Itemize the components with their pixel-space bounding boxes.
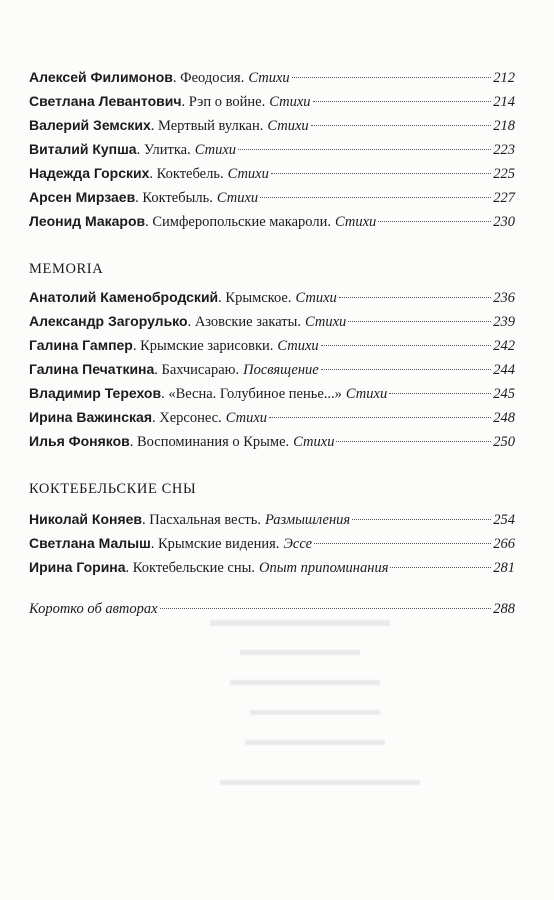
toc-genre: Стихи bbox=[225, 410, 268, 426]
toc-entry bbox=[29, 510, 515, 529]
toc-entry bbox=[29, 534, 515, 553]
dot-leader bbox=[390, 567, 491, 568]
toc-genre: Стихи bbox=[295, 290, 337, 306]
toc-entry bbox=[29, 68, 515, 87]
toc-title: . Улитка. bbox=[136, 142, 191, 158]
dot-leader bbox=[269, 417, 491, 418]
toc-title: . Рэп о войне. bbox=[181, 94, 266, 110]
toc-page-number: 242 bbox=[493, 338, 515, 354]
toc-genre: Стихи bbox=[216, 190, 259, 206]
toc-title: . Коктебельские сны. bbox=[125, 560, 255, 576]
toc-title: . Коктебыль. bbox=[135, 190, 213, 206]
toc-page-number: 248 bbox=[493, 410, 515, 426]
toc-entry bbox=[29, 116, 515, 135]
toc-title: . Херсонес. bbox=[152, 410, 222, 426]
toc-title: . Бахчисараю. bbox=[154, 362, 240, 378]
dot-leader bbox=[321, 345, 492, 346]
toc-about-label: Коротко об авторах bbox=[29, 601, 158, 617]
dot-leader bbox=[292, 77, 492, 78]
toc-title: . Воспоминания о Крыме. bbox=[129, 434, 290, 450]
toc-entry bbox=[29, 92, 515, 111]
dot-leader bbox=[321, 369, 492, 370]
toc-genre: Стихи bbox=[345, 386, 388, 402]
dot-leader bbox=[336, 441, 491, 442]
dot-leader bbox=[352, 519, 491, 520]
toc-entry bbox=[29, 432, 515, 451]
toc-title: . Пасхальная весть. bbox=[142, 512, 261, 528]
toc-author: Виталий Купша bbox=[29, 141, 137, 157]
toc-author: Владимир Терехов bbox=[29, 385, 162, 401]
toc-entry bbox=[29, 288, 515, 307]
toc-author: Анатолий Каменобродский bbox=[29, 289, 219, 305]
toc-entry bbox=[29, 384, 515, 403]
toc-page-number: 212 bbox=[493, 70, 515, 86]
dot-leader bbox=[348, 321, 491, 322]
toc-title: . Коктебель. bbox=[149, 166, 224, 182]
toc-page-number: 227 bbox=[493, 190, 515, 206]
toc-entry bbox=[29, 336, 515, 355]
toc-entry bbox=[29, 558, 515, 577]
toc-author: Ирина Горина bbox=[29, 559, 126, 575]
toc-author: Александр Загорулько bbox=[29, 313, 188, 329]
section-heading-koktebel-dreams: КОКТЕБЕЛЬСКИЕ СНЫ bbox=[29, 481, 197, 497]
toc-title: . Мертвый вулкан. bbox=[150, 118, 264, 134]
toc-title: . Феодосия. bbox=[172, 70, 245, 86]
toc-page-number: 266 bbox=[493, 536, 515, 552]
toc-entry bbox=[29, 140, 515, 159]
toc-author: Ирина Важинская bbox=[29, 409, 152, 425]
toc-page-number: 244 bbox=[493, 362, 515, 378]
toc-page-number: 245 bbox=[493, 386, 515, 402]
toc-genre: Посвящение bbox=[243, 362, 319, 378]
toc-genre: Стихи bbox=[277, 338, 319, 354]
toc-title: . Крымские зарисовки. bbox=[132, 338, 274, 354]
toc-title: . Симферопольские макароли. bbox=[145, 214, 331, 230]
toc-genre: Стихи bbox=[305, 314, 347, 330]
bleed-through-text bbox=[150, 610, 450, 810]
toc-page-number: 214 bbox=[493, 94, 515, 110]
toc-entry bbox=[29, 360, 515, 379]
toc-genre: Размышления bbox=[264, 512, 351, 528]
toc-page-number: 250 bbox=[493, 434, 515, 450]
toc-title: . «Весна. Голубиное пенье...» bbox=[161, 386, 342, 402]
toc-title: . Крымские видения. bbox=[150, 536, 280, 552]
toc-page-number: 218 bbox=[493, 118, 515, 134]
dot-leader bbox=[271, 173, 491, 174]
toc-author: Светлана Левантович bbox=[29, 93, 182, 109]
dot-leader bbox=[311, 125, 492, 126]
toc-page-number: 236 bbox=[493, 290, 515, 306]
dot-leader bbox=[378, 221, 491, 222]
dot-leader bbox=[238, 149, 491, 150]
toc-entry-about-authors bbox=[29, 600, 515, 618]
toc-genre: Стихи bbox=[293, 434, 335, 450]
toc-author: Алексей Филимонов bbox=[29, 69, 173, 85]
toc-genre: Стихи bbox=[248, 70, 290, 86]
toc-entry bbox=[29, 164, 515, 183]
dot-leader bbox=[314, 543, 491, 544]
toc-author: Галина Гампер bbox=[29, 337, 133, 353]
toc-author: Надежда Горских bbox=[29, 165, 150, 181]
toc-author: Светлана Малыш bbox=[29, 535, 151, 551]
toc-entry bbox=[29, 212, 515, 231]
dot-leader bbox=[313, 101, 492, 102]
toc-genre: Стихи bbox=[267, 118, 309, 134]
dot-leader bbox=[260, 197, 491, 198]
toc-page-number: 288 bbox=[493, 601, 515, 617]
toc-entry bbox=[29, 408, 515, 427]
toc-genre: Стихи bbox=[334, 214, 377, 230]
toc-genre: Стихи bbox=[227, 166, 269, 182]
toc-author: Николай Коняев bbox=[29, 511, 143, 527]
toc-genre: Стихи bbox=[269, 94, 311, 110]
dot-leader bbox=[389, 393, 491, 394]
toc-author: Леонид Макаров bbox=[29, 213, 146, 229]
toc-author: Валерий Земских bbox=[29, 117, 151, 133]
toc-author: Арсен Мирзаев bbox=[29, 189, 136, 205]
toc-title: . Азовские закаты. bbox=[187, 314, 301, 330]
toc-page-number: 225 bbox=[493, 166, 515, 182]
toc-author: Галина Печаткина bbox=[29, 361, 155, 377]
toc-genre: Опыт припоминания bbox=[258, 560, 389, 576]
toc-page-number: 239 bbox=[493, 314, 515, 330]
dot-leader bbox=[339, 297, 491, 298]
toc-page-number: 223 bbox=[493, 142, 515, 158]
toc-title: . Крымское. bbox=[218, 290, 292, 306]
dot-leader bbox=[160, 608, 492, 609]
toc-author: Илья Фоняков bbox=[29, 433, 130, 449]
toc-genre: Эссе bbox=[283, 536, 313, 552]
toc-page-number: 230 bbox=[493, 214, 515, 230]
toc-page-number: 281 bbox=[493, 560, 515, 576]
toc-entry bbox=[29, 312, 515, 331]
toc-genre: Стихи bbox=[194, 142, 237, 158]
toc-entry bbox=[29, 188, 515, 207]
toc-page-number: 254 bbox=[493, 512, 515, 528]
section-heading-memoria: MEMORIA bbox=[29, 261, 104, 277]
